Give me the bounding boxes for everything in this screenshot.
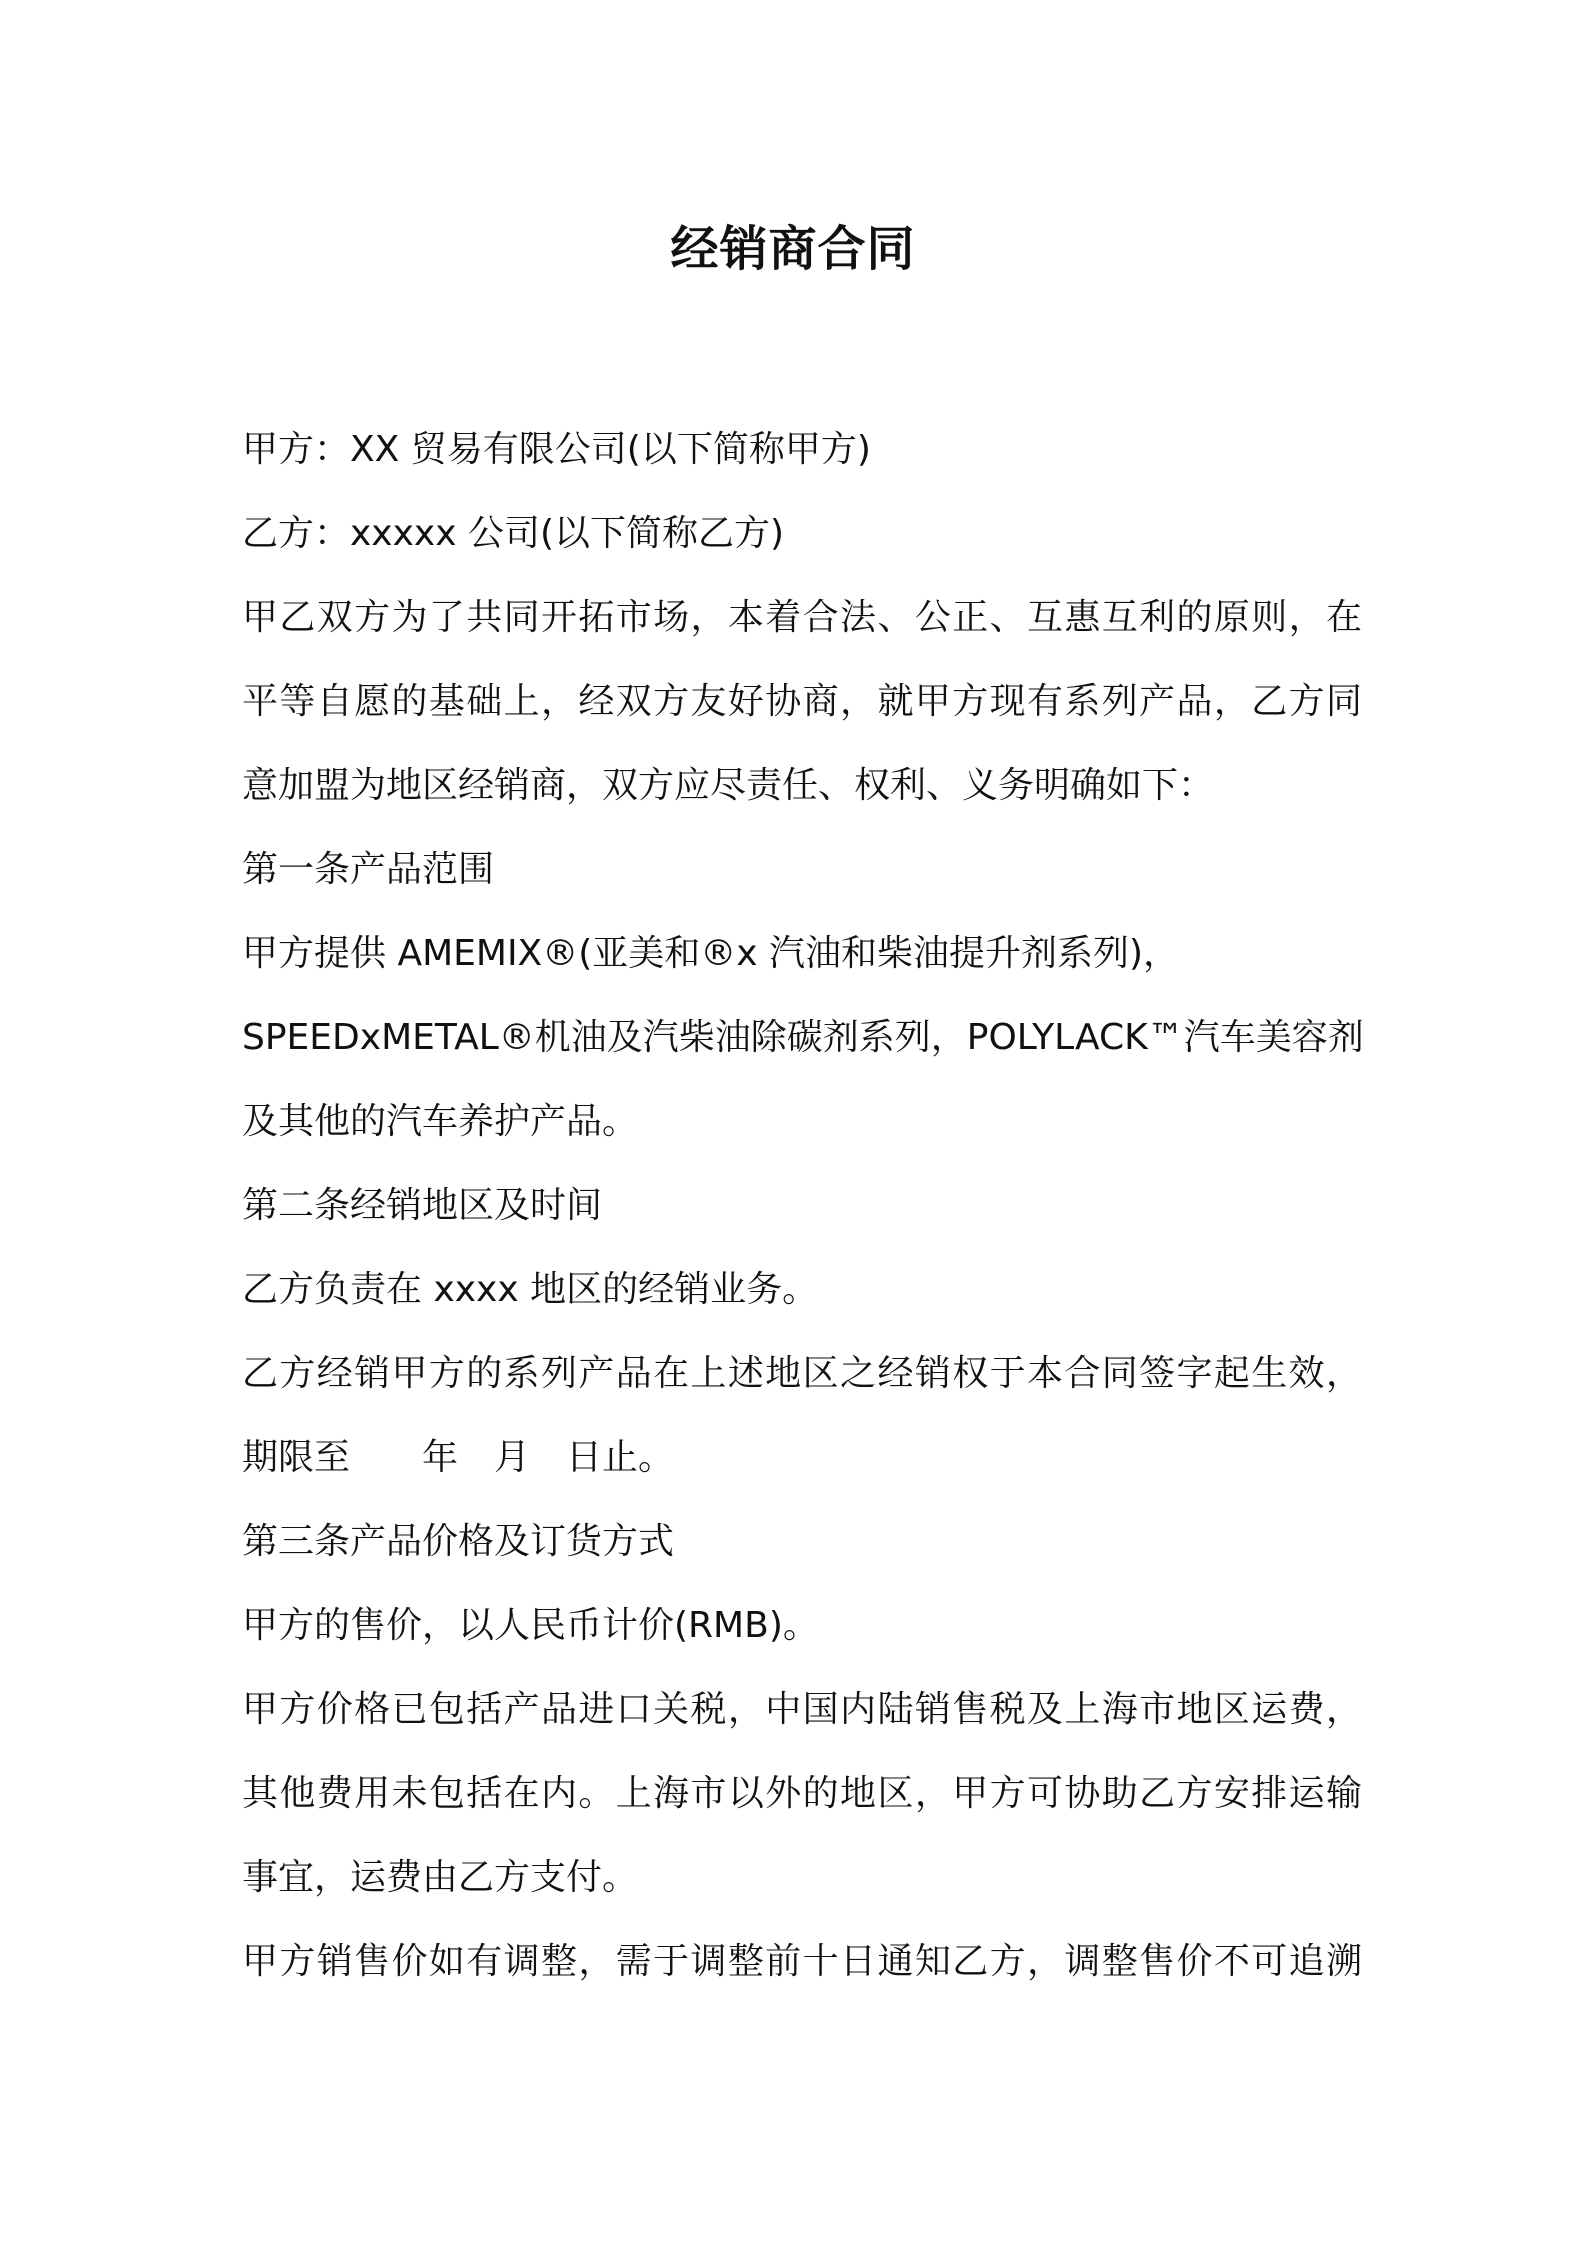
article-1-line-1: 甲方提供 AMEMIX®(亚美和®x 汽油和柴油提升剂系列)， [242,933,1180,974]
article-3-line-3: 其他费用未包括在内。上海市以外的地区，甲方可协助乙方安排运输 [242,1773,1362,1814]
article-1-heading: 第一条产品范围 [242,849,495,890]
article-2-line-2: 乙方经销甲方的系列产品在上述地区之经销权于本合同签字起生效， [242,1353,1362,1394]
document-body [242,408,1362,2004]
article-3-line-5: 甲方销售价如有调整，需于调整前十日通知乙方，调整售价不可追溯 [242,1941,1362,1982]
article-1-line-2: SPEEDxMETAL®机油及汽柴油除碳剂系列，POLYLACK™汽车美容剂 [242,1017,1364,1058]
article-1-line-3: 及其他的汽车养护产品。 [242,1101,639,1142]
article-3-line-1: 甲方的售价，以人民币计价(RMB)。 [242,1605,819,1646]
preamble-line-2: 平等自愿的基础上，经双方友好协商，就甲方现有系列产品，乙方同 [242,681,1362,722]
article-2-line-1: 乙方负责在 xxxx 地区的经销业务。 [242,1269,819,1310]
article-3-line-2: 甲方价格已包括产品进口关税，中国内陆销售税及上海市地区运费， [242,1689,1362,1730]
party-a-line: 甲方：XX 贸易有限公司(以下简称甲方) [242,429,871,470]
article-3-heading: 第三条产品价格及订货方式 [242,1521,675,1562]
article-2-line-3: 期限至 年 月 日止。 [242,1437,675,1478]
article-2-heading: 第二条经销地区及时间 [242,1185,603,1226]
article-3-line-4: 事宜，运费由乙方支付。 [242,1857,639,1898]
document-title: 经销商合同 [670,221,916,277]
party-b-line: 乙方：xxxxx 公司(以下简称乙方) [242,513,785,554]
preamble-line-1: 甲乙双方为了共同开拓市场，本着合法、公正、互惠互利的原则，在 [242,597,1362,638]
preamble-line-3: 意加盟为地区经销商，双方应尽责任、权利、义务明确如下： [242,765,1215,806]
